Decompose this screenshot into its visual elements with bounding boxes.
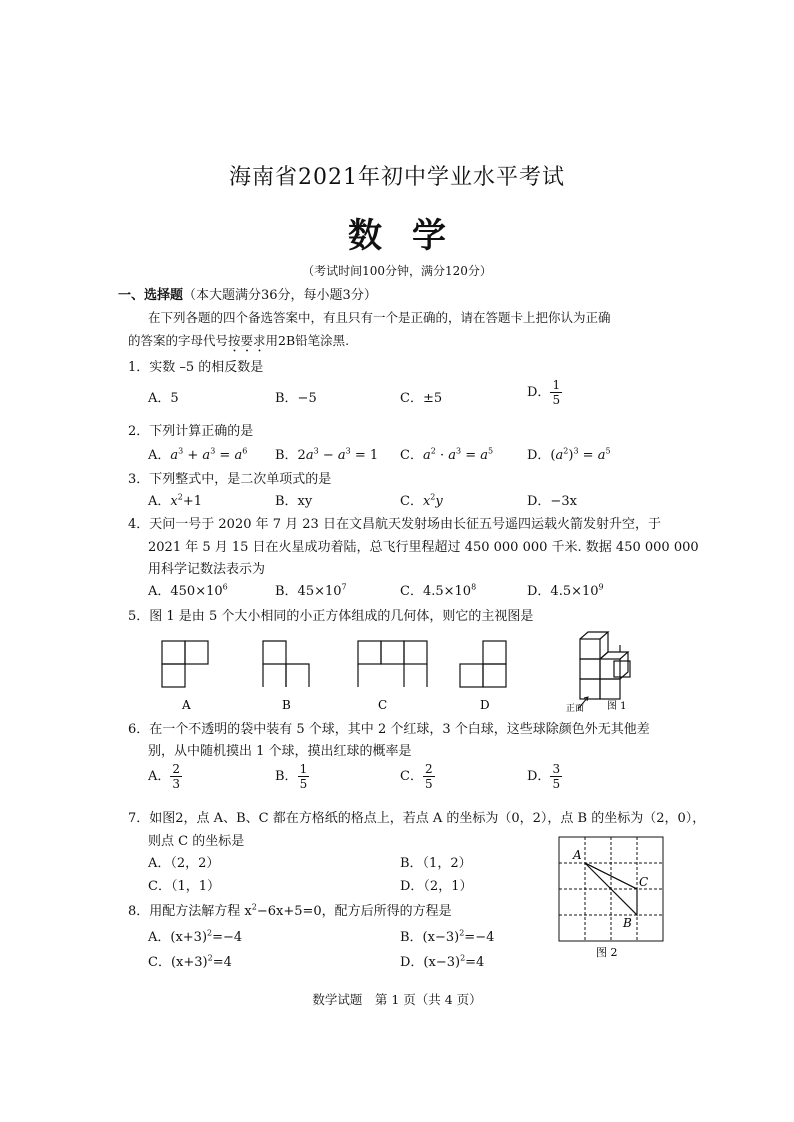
q5-label-c: C (378, 698, 388, 712)
q4-a-text: A．450×10 (148, 584, 223, 599)
q1-option-d (527, 378, 562, 407)
subject-title: 数学 (348, 216, 476, 256)
q6-a-fraction (170, 762, 182, 791)
q3-option-b: B．xy (275, 494, 313, 509)
instruction-part-a: 的答案的字母代号 (128, 333, 229, 348)
q1-d-num: 1 (552, 378, 561, 392)
q2-option-a: A．$a^3 + a^3 = a^6$ (148, 446, 248, 463)
q8-a-tail: =−4 (212, 930, 243, 945)
q2-option-b: B．$2a^3 - a^3 = 1$ (275, 446, 379, 463)
q8-stem-a: 8．用配方法解方程 x (128, 904, 252, 919)
q4-option-a (148, 580, 228, 599)
q8-a-text: A．(x+3) (148, 930, 208, 945)
q8-option-b: B．$(x-3)^2=-4$ (400, 928, 495, 945)
q6-a-num: 2 (172, 762, 181, 776)
q8-option-a: A．$(x+3)^2=-4$ (148, 928, 243, 945)
q3-option-d: D．−3x (527, 494, 577, 509)
q7-point-b: B (623, 916, 632, 930)
q1-d-fraction (550, 378, 562, 407)
q7-option-c: C．（1，1） (148, 879, 220, 894)
q8-stem-b: −6x+5=0，配方后所得的方程是 (256, 904, 452, 919)
q5-label-a: A (182, 698, 191, 712)
q4-b-exp: 7 (341, 582, 347, 592)
instruction-emphasis: 按要求 (228, 333, 266, 348)
q3-c-label: C． (400, 494, 423, 509)
q8-d-tail: =4 (465, 955, 485, 970)
q8-d-text: D．(x−3) (400, 955, 461, 970)
q4-d-text: D．4.5×10 (527, 584, 599, 599)
q6-c-label: C． (400, 769, 423, 784)
q7-option-b: B．（1，2） (400, 856, 472, 871)
q3-option-c: C．$x^2y$ (400, 492, 443, 509)
q6-d-label: D． (527, 769, 551, 784)
q6-option-a (148, 762, 182, 791)
q4-option-c (400, 580, 476, 599)
q5-figures (140, 625, 660, 713)
q5-view-c (358, 641, 427, 687)
q5-view-d (460, 641, 506, 687)
q1-d-label: D． (527, 385, 551, 400)
q5-stem: 5．图 1 是由 5 个大小相同的小正方体组成的几何体，则它的主视图是 (128, 609, 534, 624)
section-heading (118, 284, 377, 303)
q6-a-label: A． (148, 769, 171, 784)
q7-point-c: C (639, 875, 649, 889)
q7-line-2: 则点 C 的坐标是 (148, 834, 245, 849)
q4-option-b (275, 580, 347, 599)
q7-point-a: A (573, 848, 582, 862)
q6-c-num: 2 (424, 762, 433, 776)
q7-figure-label: 图 2 (596, 946, 618, 959)
q4-b-text: B．45×10 (275, 584, 342, 599)
q2-option-c: C．$a^2 \cdot a^3 = a^5$ (400, 446, 494, 463)
exam-meta: （考试时间100分钟，满分120分） (302, 264, 492, 278)
q3-option-a: A．$x^2+1$ (148, 492, 202, 509)
q4-a-exp: 6 (222, 582, 228, 592)
q8-c-text: C．(x+3) (148, 955, 208, 970)
page-footer: 数学试题 第 1 页（共 4 页） (312, 992, 482, 1007)
q8-option-c: C．$(x+3)^2=4$ (148, 953, 232, 970)
q6-line-1: 6．在一个不透明的袋中装有 5 个球，其中 2 个红球，3 个白球，这些球除颜色外无其他差 (128, 722, 650, 737)
q4-line-2: 2021 年 5 月 15 日在火星成功着陆，总飞行里程超过 450 000 000 千米. 数据 450 000 000 (148, 540, 699, 555)
q5-figure-label: 图 1 (607, 701, 627, 712)
q7-option-a: A．（2，2） (148, 856, 220, 871)
q7-option-d: D．（2，1） (400, 879, 473, 894)
q4-option-d (527, 580, 604, 599)
q5-view-b (263, 641, 309, 687)
q6-d-den: 5 (552, 777, 561, 791)
q6-option-c (400, 762, 435, 791)
q7-figure-2 (552, 832, 670, 962)
instruction-line-2 (128, 331, 349, 355)
q8-stem: 8．用配方法解方程 $x^2-6x+5=0$，配方后所得的方程是 (128, 902, 452, 919)
q6-a-den: 3 (172, 777, 181, 791)
q3-stem: 3．下列整式中，是二次单项式的是 (128, 472, 332, 487)
q6-d-fraction (550, 762, 562, 791)
q4-c-exp: 8 (471, 582, 477, 592)
q2-option-d: D．$(a^2)^3 = a^5$ (527, 446, 611, 463)
q5-front-label: 正面 (566, 704, 585, 713)
q3-a-label: A． (148, 494, 171, 509)
section-note: （本大题满分36分，每小题3分） (183, 288, 377, 303)
q1-option-c: C．±5 (400, 391, 443, 406)
q6-c-den: 5 (424, 777, 433, 791)
q8-b-tail: =−4 (464, 930, 495, 945)
q6-option-b (275, 762, 309, 791)
instruction-part-c: 用2B铅笔涂黑. (265, 333, 350, 348)
section-title: 一、选择题 (118, 288, 184, 303)
q4-c-text: C．4.5×10 (400, 584, 472, 599)
q6-line-2: 别，从中随机摸出 1 个球，摸出红球的概率是 (148, 744, 412, 759)
q1-option-a: A．5 (148, 391, 179, 406)
q4-d-exp: 9 (598, 582, 604, 592)
q5-label-b: B (282, 698, 291, 712)
instruction-line-1: 在下列各题的四个备选答案中，有且只有一个是正确的，请在答题卡上把你认为正确 (148, 310, 611, 325)
q1-option-b: B．−5 (275, 391, 317, 406)
q5-view-a (162, 641, 208, 687)
q7-line-1: 7．如图2，点 A、B、C 都在方格纸的格点上，若点 A 的坐标为（0，2），点 B 的坐标为（2，0）， (128, 811, 706, 826)
q8-b-text: B．(x−3) (400, 930, 460, 945)
q2-stem: 2．下列计算正确的是 (128, 424, 254, 439)
exam-title: 海南省2021年初中学业水平考试 (229, 165, 565, 190)
q6-c-fraction (423, 762, 435, 791)
q6-b-den: 5 (299, 777, 308, 791)
q6-d-num: 3 (552, 762, 561, 776)
q8-c-tail: =4 (212, 955, 232, 970)
q4-line-1: 4．天问一号于 2020 年 7 月 23 日在文昌航天发射场由长征五号遥四运载火箭发射升空，于 (128, 517, 661, 532)
q6-b-label: B． (275, 769, 298, 784)
q1-stem: 1．实数 –5 的相反数是 (128, 360, 264, 375)
q5-label-d: D (480, 698, 490, 712)
q6-b-fraction (298, 762, 310, 791)
q6-b-num: 1 (299, 762, 308, 776)
q8-option-d: D．$(x-3)^2=4$ (400, 953, 485, 970)
q4-line-3: 用科学记数法表示为 (148, 562, 266, 577)
q6-option-d (527, 762, 562, 791)
q5-figure-1-solid (578, 632, 630, 709)
q1-d-den: 5 (552, 393, 561, 407)
